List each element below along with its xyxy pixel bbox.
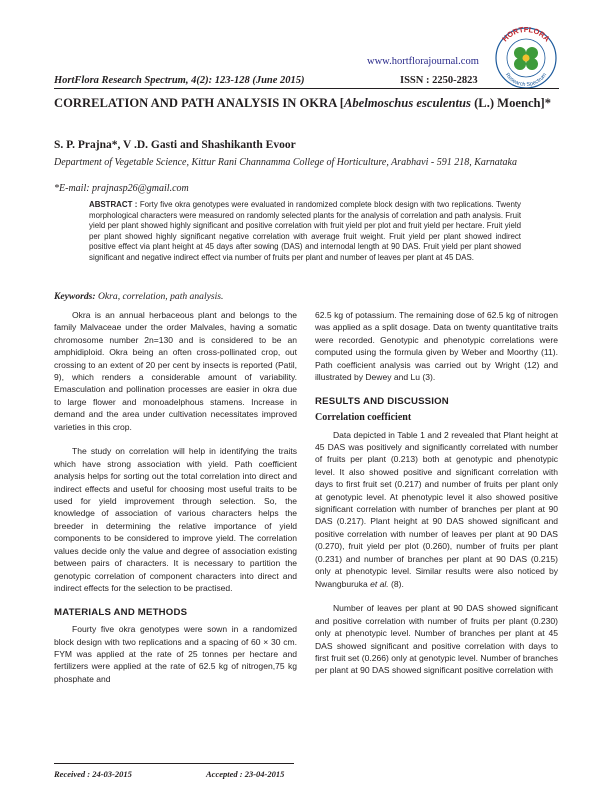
keywords-label: Keywords: [54, 291, 96, 302]
abstract-text: Forty five okra genotypes were evaluated in randomized complete block design with two replications. Twenty morphological characters were measured on randomly selected plants for the analysis of correlation and path analysis. Fruit yield per plant showed highly significant and positive correlation with fruit yield per plot and fruit yield per hectare. Fruit yield per plant showed highly significant negative correlation with average fruit weight. Fruit yield per plant showed indirect positive effect via plant height at 45 days after sowing (DAS) and internodal length at 90 DAS. Fruit yield per plant showed significant and negative indirect effect via number of fruits per plant and number of leaves per plant at 45 DAS. [89, 200, 522, 262]
footer-rule [54, 763, 294, 764]
logo-top-text: HORTFLORA [500, 25, 552, 44]
hortflora-logo-icon [490, 22, 562, 90]
keywords [54, 291, 223, 302]
title-species: Abelmoschus esculentus [343, 96, 471, 110]
results-p1-text: Data depicted in Table 1 and 2 revealed that Plant height at 45 DAS was positively and significantly correlated with number of fruits per plant (0.213) both at genotypic and phenotypic level. It also showed positive and significant correlation with days to first fruit set (0.217) and number of fruits per plant only at genotypic level. At phenotypic level it also showed positive significant correlation with number of branches per plant at 90 DAS (0.217). Plant height at 90 DAS showed significant and positive correlation with number of leaves per plant at 90 DAS (0.270), fruit yield per plot (0.260), number of fruits per plant (0.231) and number of branches per plant at 90 DAS (0.215) only at phenotypic level. Similar results were also noticed by Nwangburuka [315, 429, 558, 589]
methods-paragraph-continued: 62.5 kg of potassium. The remaining dose of 62.5 kg of nitrogen was applied as a split dosage. Data on twenty quantitative traits were recorded. Genotypic and phenotypic correlations were computed using the formula given by Weber and Moorthy (11). Path coefficient analysis was carried out by Wright (12) and illustrated by Dewey and Lu (3). [315, 310, 558, 383]
results-heading: RESULTS AND DISCUSSION [315, 395, 449, 407]
intro-paragraph-2: The study on correlation will help in identifying the traits which have strong association with yield. Path coefficient analysis helps for sorting out the total correlation into direct and indirect effects and useful for choosing most useful traits to be used for yield improvement through selection. So, the knowledge of association of various characters helps the breeder in determining the relative importance of yield components to be considered to improve yield. The correlation values decide only the value and degree of association existing between pairs of characters. It is necessary to partition the genotypic correlation of component characters into direct and indirect effects for the selection to be practised. [54, 446, 297, 593]
results-paragraph-2: Number of leaves per plant at 90 DAS showed significant and positive correlation with number of fruits per plant (0.230) only at phenotypic level. Number of branches per plant at 45 DAS showed significant and positive correlation with days to first fruit set (0.266) only at genotypic level. Number of branches per plant at 90 DAS showed significant positive correlation with [315, 603, 558, 676]
results-paragraph-1 [315, 429, 558, 590]
results-p1-end: (8). [388, 578, 404, 589]
left-column [54, 309, 297, 685]
right-column [315, 309, 558, 677]
methods-heading: MATERIALS AND METHODS [54, 606, 188, 618]
et-al: et al. [370, 578, 389, 589]
accepted-date: Accepted : 23-04-2015 [206, 769, 285, 779]
correlation-subheading: Correlation coefficient [315, 412, 412, 424]
authors: S. P. Prajna*, V .D. Gasti and Shashikanth Evoor [54, 139, 296, 151]
abstract-label: ABSTRACT : [89, 200, 138, 209]
affiliation: Department of Vegetable Science, Kittur Rani Channamma College of Horticulture, Arabhavi - 591 218, Karnataka [54, 157, 517, 168]
corresponding-email[interactable]: *E-mail: prajnasp26@gmail.com [54, 183, 189, 194]
abstract [89, 200, 521, 264]
intro-paragraph-1: Okra is an annual herbaceous plant and belongs to the family Malvaceae under the order Malvales, having a somatic chromosome number 2n=130 and is considered to be an amphidiploid. Okra being an often cross-pollinated crop, out crossing to an extent of 20 per cent by insects is reported (Patil, 9), which renders a considerable amount of variability. Emasculation and pollination processes are easier in okra due to large flower and monoadelphous stamens. Increase in demand and the area under cultivation necessitates improved varieties in this crop. [54, 310, 297, 432]
header-rule [54, 88, 559, 89]
issn: ISSN : 2250-2823 [400, 75, 478, 86]
title-end: (L.) Moench]* [470, 96, 552, 110]
received-date: Received : 24-03-2015 [54, 769, 132, 779]
journal-url[interactable]: www.hortflorajournal.com [367, 56, 479, 67]
journal-citation: HortFlora Research Spectrum, 4(2): 123-128 (June 2015) [54, 75, 305, 86]
logo-bottom-text: Research Spectrum [503, 72, 549, 89]
title-main: CORRELATION AND PATH ANALYSIS IN OKRA [ [54, 96, 344, 110]
methods-paragraph: Fourty five okra genotypes were sown in a randomized block design with two replications and a spacing of 60 × 30 cm. FYM was applied at the rate of 25 tonnes per hectare and fertilizers were applied at the rate of 62.5 kg of nitrogen,75 kg phosphate and [54, 624, 297, 684]
paper-title [54, 95, 559, 112]
keywords-text: Okra, correlation, path analysis. [95, 291, 224, 302]
